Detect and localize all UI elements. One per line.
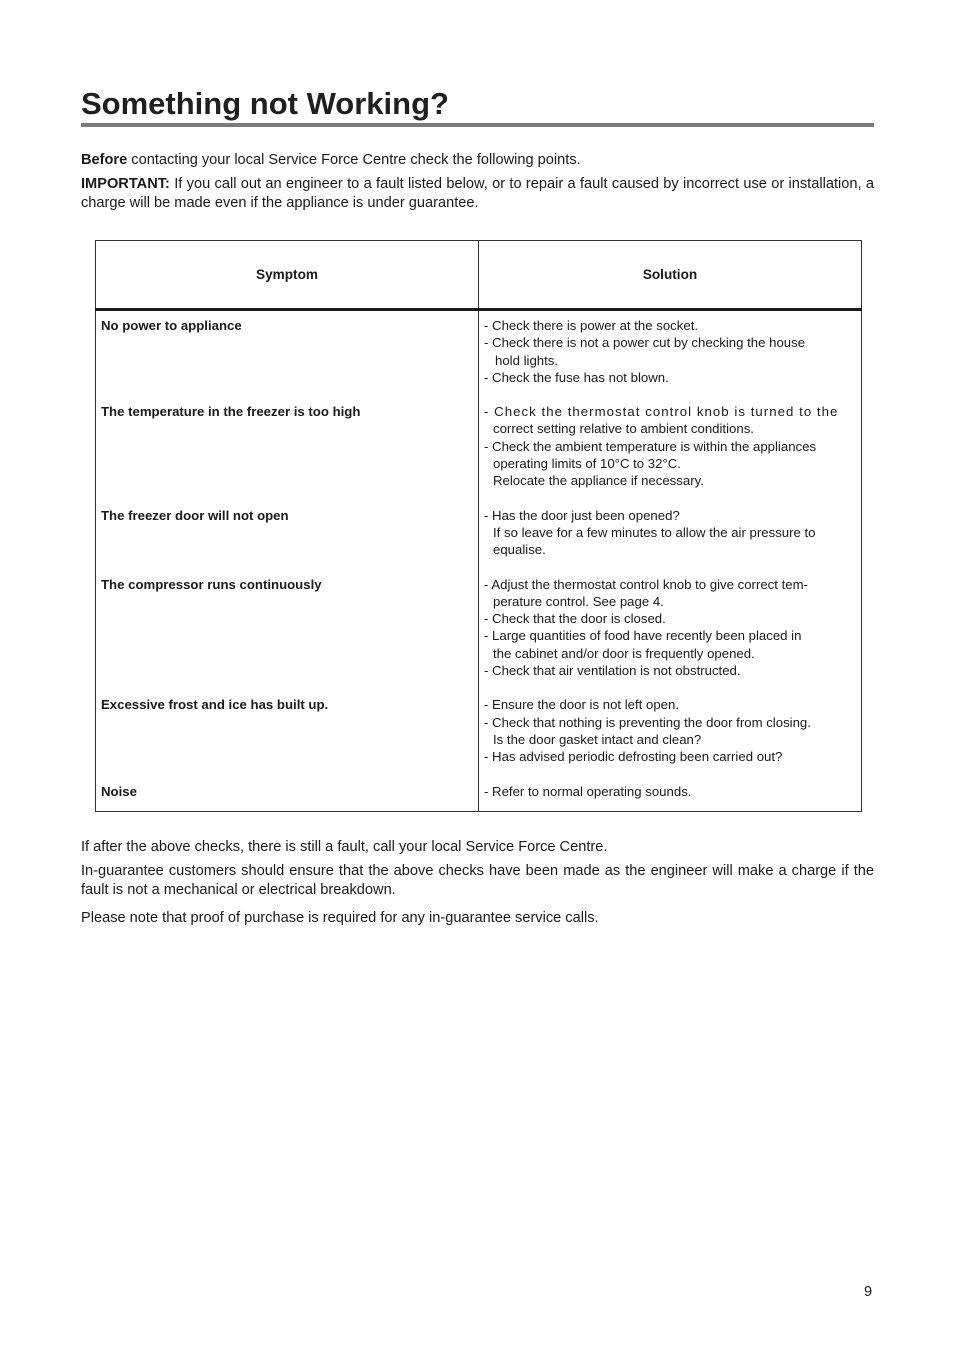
title-rule (81, 123, 874, 127)
page-number: 9 (864, 1284, 873, 1300)
solution-cell (479, 403, 862, 489)
solution-line: perature control. See page 4. (493, 593, 664, 609)
solution-line: Is the door gasket intact and clean? (493, 731, 702, 747)
table-row (96, 403, 862, 489)
solution-line: - Ensure the door is not left open. (484, 697, 679, 713)
solution-line: the cabinet and/or door is frequently opened. (493, 645, 755, 661)
solution-line: - Large quantities of food have recently been placed in (484, 628, 802, 644)
solution-line: - Has advised periodic defrosting been carried out? (484, 749, 783, 765)
symptom-cell: Noise (96, 783, 479, 812)
page-title: Something not Working? (81, 86, 449, 121)
table-row (96, 696, 862, 765)
solution-cell (479, 696, 862, 765)
solution-line: - Refer to normal operating sounds. (484, 783, 692, 799)
important-lead: IMPORTANT: (81, 176, 170, 192)
important-paragraph (81, 175, 874, 213)
solution-line: - Check the fuse has not blown. (484, 369, 669, 385)
outro-section (81, 838, 874, 933)
before-lead: Before (81, 152, 128, 168)
proof-paragraph: Please note that proof of purchase is required for any in-guarantee service calls. (81, 910, 599, 926)
solution-line: Relocate the appliance if necessary. (493, 473, 704, 489)
symptom-cell: The temperature in the freezer is too high (96, 403, 479, 489)
solution-cell (479, 310, 862, 387)
troubleshooting-table (95, 240, 862, 812)
solution-line: hold lights. (495, 352, 559, 368)
important-text: If you call out an engineer to a fault listed below, or to repair a fault caused by incorrect use or installation, a charge will be made even if the appliance is under guarantee. (81, 176, 874, 211)
row-spacer (96, 559, 862, 576)
row-spacer (96, 766, 862, 783)
guarantee-paragraph: In-guarantee customers should ensure that the above checks have been made as the engineer will make a charge if the fault is not a mechanical or electrical breakdown. (81, 863, 874, 898)
row-spacer (96, 679, 862, 696)
table-row (96, 576, 862, 680)
symptom-cell: The freezer door will not open (96, 507, 479, 559)
solution-line: - Check the thermostat control knob is turned to the (484, 404, 839, 420)
fault-paragraph: If after the above checks, there is still a fault, call your local Service Force Centre. (81, 839, 608, 855)
row-spacer (96, 386, 862, 403)
solution-header: Solution (479, 241, 862, 310)
symptom-header: Symptom (96, 241, 479, 310)
solution-cell (479, 783, 862, 812)
symptom-cell: No power to appliance (96, 310, 479, 387)
row-spacer (96, 490, 862, 507)
before-paragraph (81, 151, 874, 170)
solution-line: - Has the door just been opened? (484, 507, 680, 523)
solution-line: equalise. (493, 542, 546, 558)
solution-line: If so leave for a few minutes to allow the air pressure to (493, 524, 816, 540)
table-row (96, 783, 862, 812)
solution-line: - Adjust the thermostat control knob to give correct tem- (484, 576, 808, 592)
solution-line: - Check that air ventilation is not obstructed. (484, 663, 741, 679)
solution-cell (479, 576, 862, 680)
symptom-cell: The compressor runs continuously (96, 576, 479, 680)
symptom-cell: Excessive frost and ice has built up. (96, 696, 479, 765)
solution-line: - Check the ambient temperature is within the appliances (484, 438, 817, 454)
solution-line: - Check there is power at the socket. (484, 318, 699, 333)
solution-line: - Check that the door is closed. (484, 611, 666, 627)
solution-line: - Check there is not a power cut by checking the house (484, 335, 806, 351)
table-row (96, 310, 862, 387)
solution-line: correct setting relative to ambient conditions. (493, 421, 754, 437)
intro-section (81, 151, 874, 218)
table-row (96, 507, 862, 559)
solution-line: operating limits of 10°C to 32°C. (493, 456, 681, 472)
table-header-row (96, 241, 862, 310)
solution-line: - Check that nothing is preventing the door from closing. (484, 714, 811, 730)
before-text: contacting your local Service Force Centre check the following points. (127, 152, 581, 168)
solution-cell (479, 507, 862, 559)
